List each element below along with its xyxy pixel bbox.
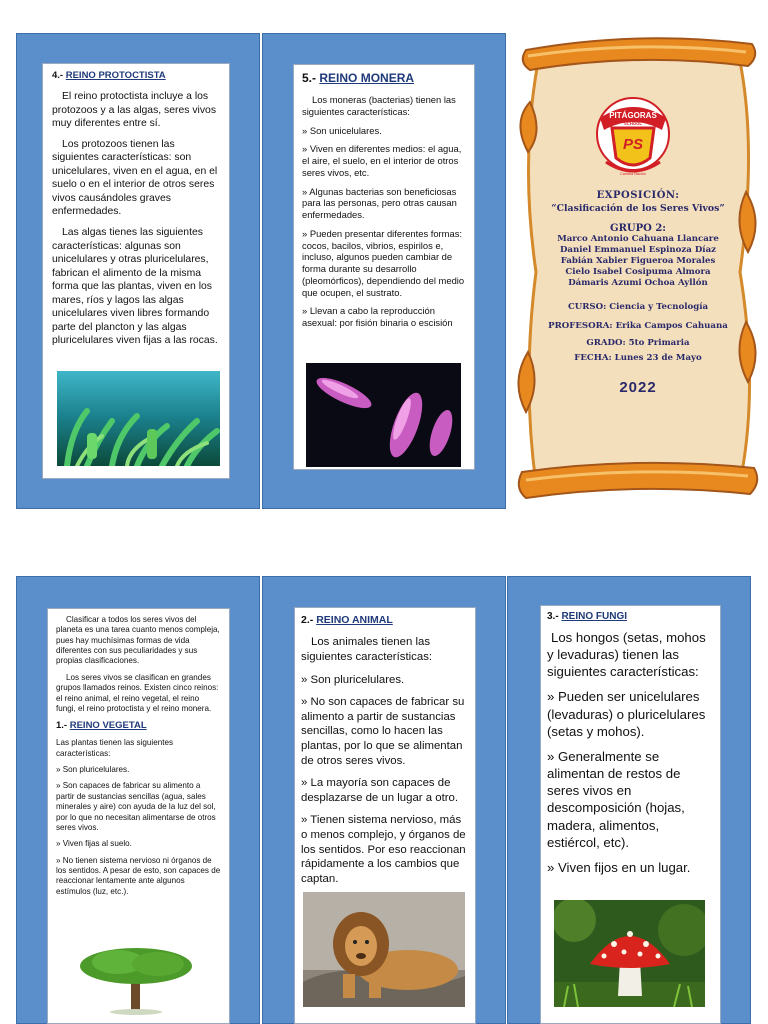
- list-item: » No son capaces de fabricar su alimento a partir de sustancias sencillas, como lo hacen las plantas, por lo que se alimentan de otros seres vivos.: [301, 696, 465, 767]
- list-item: » Viven fijos en un lugar.: [547, 859, 691, 875]
- list-item: » Viven fijas al suelo.: [56, 839, 132, 849]
- paragraph: Clasificar a todos los seres vivos del planeta es una tarea cuanto menos compleja, pues hay muchísimas formas de vida diferentes con sus peculiaridades y sus propias clasificaciones.: [56, 615, 220, 666]
- bacteria-photo: [306, 363, 461, 467]
- list-item: » Generalmente se alimentan de restos de seres vivos en descomposición (hojas, madera, alimentos, estiércol, etc).: [547, 748, 685, 850]
- tree-image: [78, 944, 194, 1016]
- school-crest: [592, 96, 674, 182]
- mushroom-photo: [554, 900, 705, 1007]
- school-name: PITÁGORAS: [609, 111, 657, 120]
- profesora-line: PROFESORA: Erika Campos Cahuana: [548, 321, 728, 332]
- lion-photo: [303, 892, 465, 1007]
- school-top-text: Colegio Particular: [618, 102, 648, 106]
- paragraph: El reino protoctista incluye a los protozoos y a las algas, seres vivos muy diferentes entre sí.: [52, 91, 217, 130]
- section-title-text: REINO ANIMAL: [316, 614, 393, 626]
- section-title: [52, 70, 220, 82]
- list-item: » Son unicelulares.: [302, 124, 382, 136]
- section-title-text: REINO VEGETAL: [69, 720, 147, 732]
- section-title: [547, 610, 714, 623]
- list-item: » Algunas bacterias son beneficiosas para las personas, pero otras causan enfermedades.: [302, 185, 457, 220]
- school-word: SCHOOL: [624, 121, 642, 126]
- section-number: 2.-: [301, 614, 314, 626]
- list-item: » Pueden ser unicelulares (levaduras) o pluricelulares (setas y mohos).: [547, 689, 706, 739]
- paragraph: Los animales tienen las siguientes características:: [301, 636, 433, 664]
- section-number: 3.-: [547, 611, 559, 622]
- list-item: » No tienen sistema nervioso ni órganos de los sentidos. A pesar de esto, son capaces de reaccionar lentamente ante algunos estímulos (luz, etc.).: [56, 855, 221, 896]
- algae-photo: [57, 371, 220, 466]
- grado-line: GRADO: 5to Primaria: [586, 338, 690, 349]
- group-member: Dámaris Azumi Ochoa Ayllón: [568, 278, 708, 289]
- paragraph: Las algas tienes las siguientes características: algunas son unicelulares y otras pluricelulares, fabrican el alimento de la misma forma que las plantas, viven en los mares, ríos y lagos las algas unicelulares viven libres formando parte del plancton y las algas pluricelulares viven fijas a las rocas.: [52, 226, 218, 347]
- list-item: » La mayoría son capaces de desplazarse de un lugar a otro.: [301, 777, 459, 804]
- fecha-line: FECHA: Lunes 23 de Mayo: [574, 353, 702, 364]
- paragraph: Los seres vivos se clasifican en grandes grupos llamados reinos. Existen cinco reinos: el reino animal, el reino vegetal, el reino fungi, el reino protoctista y el reino monera.: [56, 672, 219, 713]
- list-item: » Son pluricelulares.: [301, 673, 405, 686]
- section-title: [301, 614, 469, 627]
- group-member: Daniel Emmanuel Espinoza Díaz: [559, 244, 717, 255]
- school-motto: Cambia Nación: [620, 172, 646, 176]
- section-title-text: REINO PROTOCTISTA: [65, 70, 166, 81]
- exposicion-subtitle: “Clasificación de los Seres Vivos”: [551, 203, 725, 214]
- paragraph: Los hongos (setas, mohos y levaduras) tienen las siguientes características:: [547, 630, 706, 680]
- section-title: [302, 71, 466, 86]
- grupo-label: GRUPO 2:: [610, 222, 666, 234]
- section-number: 5.-: [302, 71, 317, 85]
- section-title-text: REINO MONERA: [319, 71, 415, 85]
- exposicion-label: EXPOSICIÓN:: [596, 190, 680, 201]
- section-number: 1.-: [56, 720, 68, 732]
- paragraph: Los moneras (bacterias) tienen las siguientes características:: [302, 94, 456, 117]
- list-item: » Pueden presentar diferentes formas: cocos, bacilos, vibrios, espirilos e, incluso, algunos pueden cambiar de forma durante su desarrollo (pleomórficos), dependiendo del medio que ocupen, el sustrato.: [302, 227, 465, 298]
- section-title: [56, 720, 221, 732]
- paragraph: Las plantas tienen las siguientes características:: [56, 738, 173, 758]
- list-item: » Son capaces de fabricar su alimento a partir de sustancias sencillas (agua, sales minerales y aire) con ayuda de la luz del sol, por lo que no necesitan alimentarse de otros seres vivos.: [56, 781, 216, 832]
- cover-year: 2022: [619, 379, 657, 397]
- cover-text: [530, 190, 746, 396]
- list-item: » Llevan a cabo la reproducción asexual: por fisión binaria o escisión: [302, 305, 453, 328]
- list-item: » Tienen sistema nervioso, más o menos complejo, y órganos de los sentidos. Por eso reaccionan rápidamente a los cambios que captan.: [301, 814, 466, 885]
- group-member: Marco Antonio Cahuana Llancare: [557, 233, 719, 244]
- list-item: » Son pluricelulares.: [56, 765, 130, 775]
- list-item: » Viven en diferentes medios: el agua, el aire, el suelo, en el interior de otros seres vivos, etc.: [302, 143, 462, 178]
- group-member: Cielo Isabel Cosipuma Almora: [565, 267, 711, 278]
- curso-line: CURSO: Ciencia y Tecnología: [567, 302, 709, 313]
- group-member: Fabián Xabier Figueroa Morales: [560, 255, 716, 266]
- paragraph: Los protozoos tienen las siguientes características: son unicelulares, viven en el agua, en el suelo o en el interior de otros seres vivos causándoles graves enfermedades.: [52, 138, 218, 218]
- school-monogram: PS: [622, 136, 643, 153]
- section-title-text: REINO FUNGI: [561, 611, 628, 622]
- section-number: 4.-: [52, 70, 64, 81]
